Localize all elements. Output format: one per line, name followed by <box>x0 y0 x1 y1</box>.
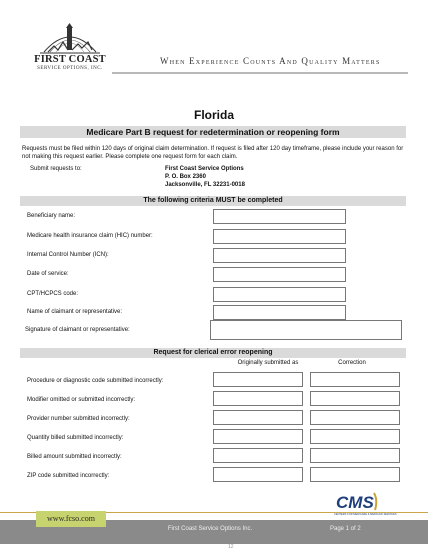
clerical-heading: Request for clerical error reopening <box>153 349 273 356</box>
hic-number-field[interactable] <box>213 229 346 244</box>
state-title: Florida <box>193 108 234 122</box>
address-line: Jacksonville, FL 32231-0018 <box>165 182 245 188</box>
cms-logo <box>330 490 397 518</box>
criteria-heading: The following criteria MUST be completed <box>143 197 283 204</box>
cms-logo-text: CMS <box>336 493 374 512</box>
original-column-header: Originally submitted as <box>237 360 299 366</box>
header-rule <box>112 72 408 74</box>
address-line: First Coast Service Options <box>165 166 244 172</box>
date-of-service-label: Date of service: <box>27 271 69 277</box>
form-title: Medicare Part B request for redetermination or reopening form <box>86 127 340 137</box>
intro-text: Requests must be filed within 120 days of original claim determination. If request is filed after 120 day timeframe, please include your reason for not making this request earlier. Please complete one request form for each claim. <box>22 146 404 160</box>
beneficiary-name-field[interactable] <box>213 209 346 224</box>
cms-subtitle: CENTERS FOR MEDICARE & MEDICAID SERVICES <box>334 513 397 516</box>
modifier-correction-field[interactable] <box>310 391 400 406</box>
quantity-billed-label: Quantity billed submitted incorrectly: <box>27 435 124 441</box>
provider-number-label: Provider number submitted incorrectly: <box>27 416 130 422</box>
procedure-code-correction-field[interactable] <box>310 372 400 387</box>
logo-subtitle: SERVICE OPTIONS, INC. <box>37 66 103 71</box>
page-number: 12 <box>228 544 234 550</box>
submit-label: Submit requests to: <box>30 166 82 172</box>
signature-field[interactable] <box>210 320 402 340</box>
hic-number-label: Medicare health insurance claim (HIC) number: <box>27 233 153 239</box>
provider-number-correction-field[interactable] <box>310 410 400 425</box>
claimant-name-field[interactable] <box>213 305 346 320</box>
modifier-original-field[interactable] <box>213 391 303 406</box>
billed-amount-label: Billed amount submitted incorrectly: <box>27 454 122 460</box>
signature-label: Signature of claimant or representative: <box>25 327 130 333</box>
zip-code-correction-field[interactable] <box>310 467 400 482</box>
mailing-address <box>165 165 245 189</box>
cpt-hcpcs-field[interactable] <box>213 287 346 302</box>
billed-amount-correction-field[interactable] <box>310 448 400 463</box>
correction-column-header: Correction <box>338 360 366 366</box>
beneficiary-name-label: Beneficiary name: <box>27 213 76 219</box>
procedure-code-original-field[interactable] <box>213 372 303 387</box>
zip-code-label: ZIP code submitted incorrectly: <box>27 473 110 479</box>
website-link[interactable]: www.fcso.com <box>36 511 106 527</box>
procedure-code-label: Procedure or diagnostic code submitted incorrectly: <box>27 378 164 384</box>
date-of-service-field[interactable] <box>213 267 346 282</box>
tagline: When Experience Counts And Quality Matters <box>160 56 381 66</box>
zip-code-original-field[interactable] <box>213 467 303 482</box>
cpt-hcpcs-label: CPT/HCPCS code: <box>27 291 79 297</box>
icn-label: Internal Control Number (ICN): <box>27 252 109 258</box>
modifier-label: Modifier omitted or submitted incorrectly: <box>27 397 136 403</box>
billed-amount-original-field[interactable] <box>213 448 303 463</box>
footer-org: First Coast Service Options Inc. <box>167 526 253 532</box>
provider-number-original-field[interactable] <box>213 410 303 425</box>
page-indicator: Page 1 of 2 <box>330 526 361 532</box>
quantity-billed-original-field[interactable] <box>213 429 303 444</box>
quantity-billed-correction-field[interactable] <box>310 429 400 444</box>
icn-field[interactable] <box>213 248 346 263</box>
logo-name: FIRST COAST <box>34 54 106 65</box>
claimant-name-label: Name of claimant or representative: <box>27 309 123 315</box>
address-line: P. O. Box 2360 <box>165 174 206 180</box>
